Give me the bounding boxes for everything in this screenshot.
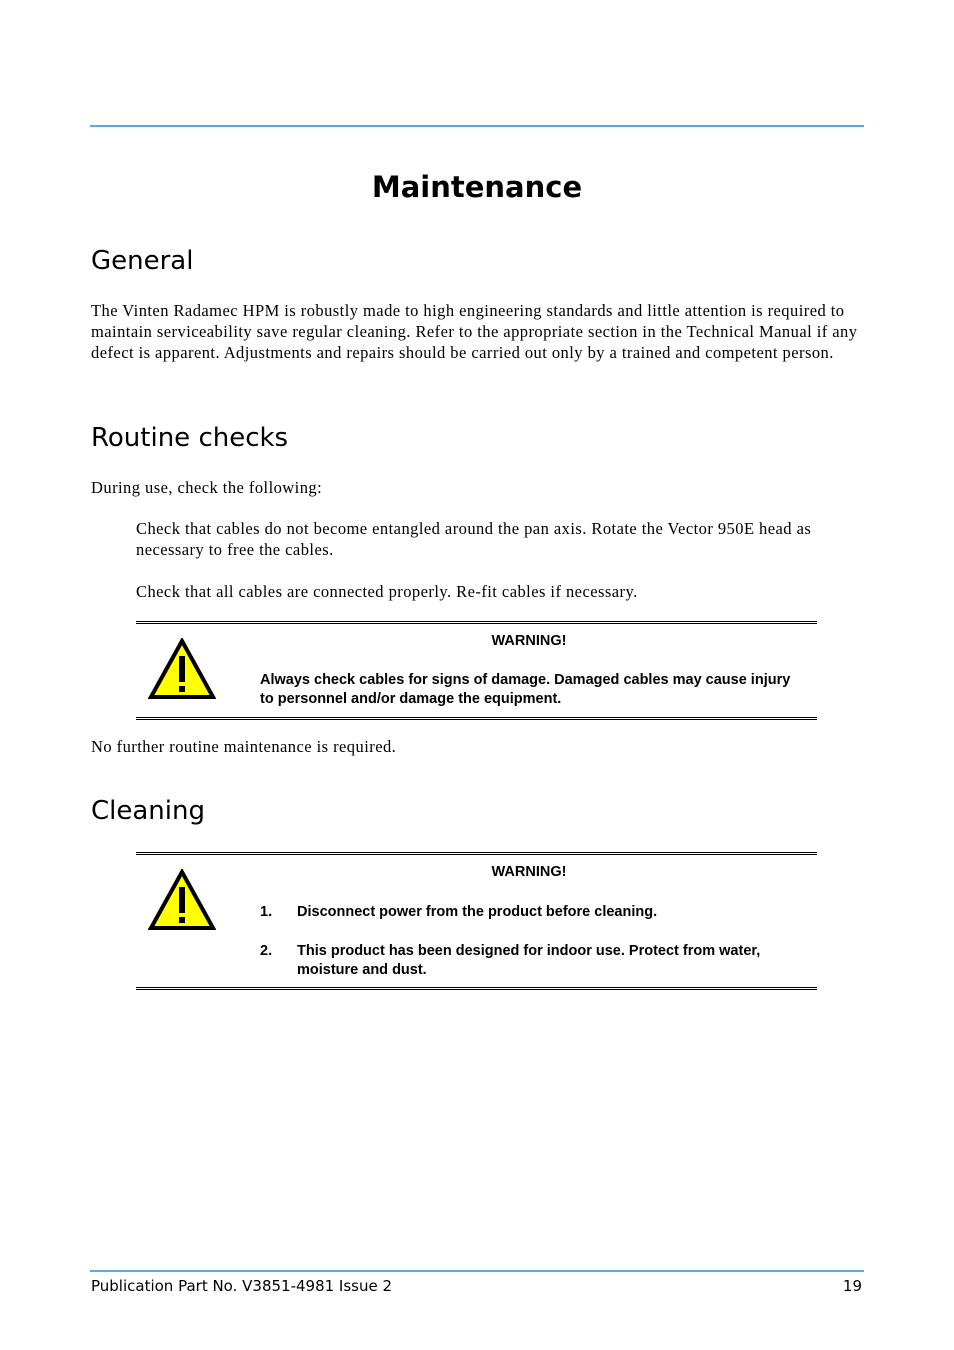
cable-damage-warning-box: [136, 621, 817, 720]
routine-check-cables-entangled: Check that cables do not become entangled around the pan axis. Rotate the Vector 950E head as necessary to free the cables.: [136, 519, 812, 559]
publication-part-number: Publication Part No. V3851-4981 Issue 2: [91, 1277, 393, 1295]
footer-rule: [90, 1270, 864, 1272]
list-item-text: Disconnect power from the product before cleaning.: [297, 904, 658, 920]
list-item-number: 1.: [260, 904, 273, 920]
warning-triangle-icon: [148, 869, 216, 931]
routine-intro: During use, check the following:: [91, 478, 323, 497]
general-heading: General: [91, 246, 194, 276]
warning-title: WARNING!: [491, 633, 567, 649]
warning-triangle-icon: [148, 638, 216, 700]
routine-checks-heading: Routine checks: [91, 423, 289, 453]
warning-title: WARNING!: [491, 864, 567, 880]
routine-check-cables-connected: Check that all cables are connected properly. Re-fit cables if necessary.: [136, 582, 638, 601]
list-item-number: 2.: [260, 943, 273, 959]
list-item-text: This product has been designed for indoor use. Protect from water, moisture and dust.: [297, 943, 761, 978]
page-title: Maintenance: [371, 170, 583, 204]
warning-text: Always check cables for signs of damage. Damaged cables may cause injury to personnel and/or damage the equipment.: [260, 672, 791, 707]
cleaning-warning-box: [136, 852, 817, 990]
routine-outro: No further routine maintenance is required.: [91, 737, 397, 756]
general-paragraph: The Vinten Radamec HPM is robustly made to high engineering standards and little attention is required to maintain serviceability save regular cleaning. Refer to the appropriate section in the Technical Manual if any defect is apparent. Adjustments and repairs should be carried out only by a trained and competent person.: [91, 301, 858, 362]
page-number: 19: [842, 1277, 862, 1295]
header-rule: [90, 125, 864, 127]
cleaning-heading: Cleaning: [91, 796, 205, 826]
